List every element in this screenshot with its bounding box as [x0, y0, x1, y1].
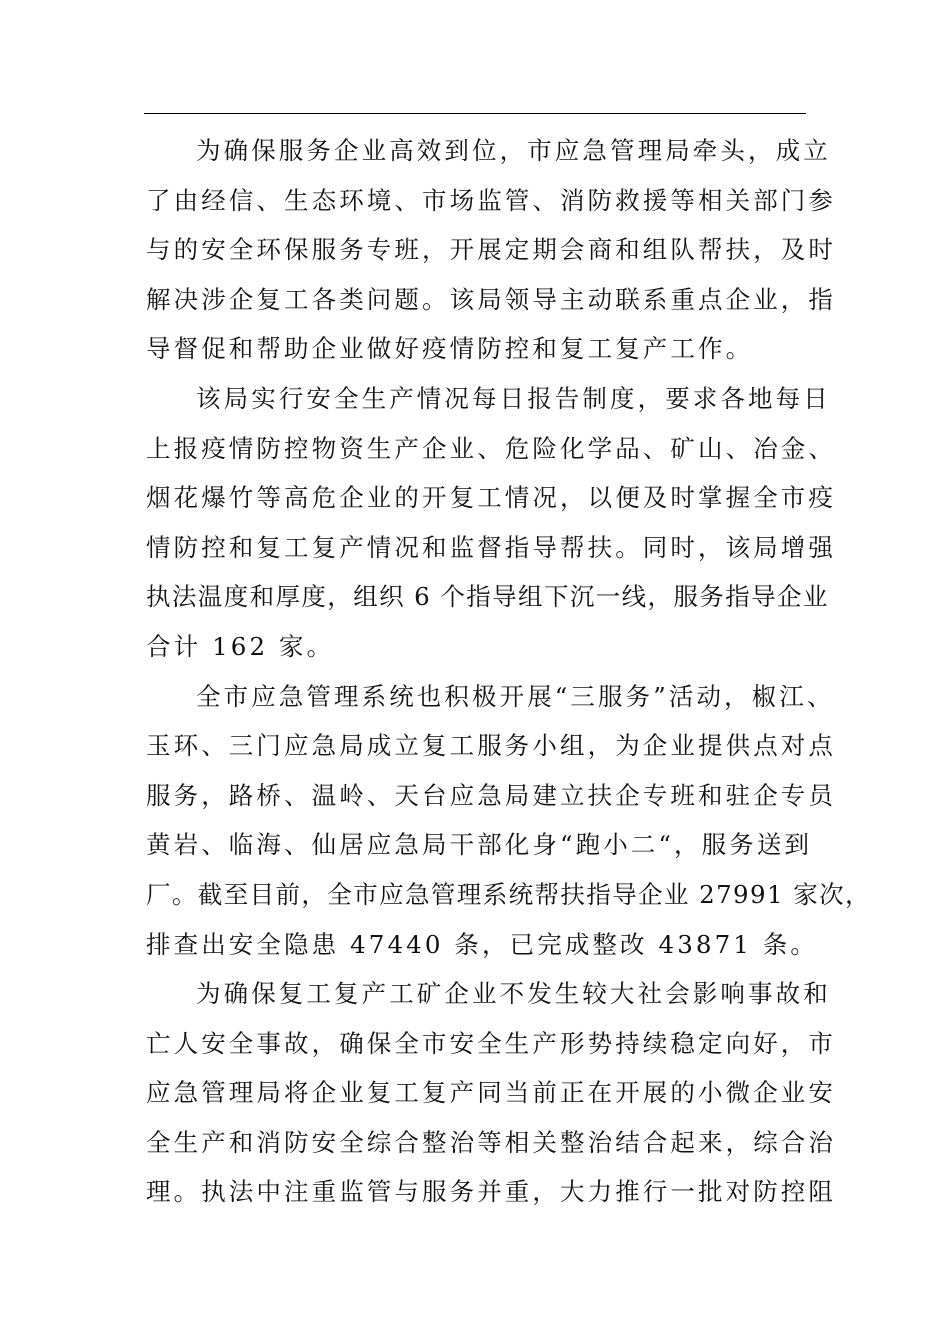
- text-line-4: 解决涉企复工各类问题。该局领导主动联系重点企业，指: [146, 284, 836, 314]
- header-rule: [144, 113, 806, 114]
- text-line-10: 执法温度和厚度，组织 6 个指导组下沉一线，服务指导企业: [146, 582, 829, 612]
- text-line-17: 排查出安全隐患 47440 条，已完成整改 43871 条。: [146, 929, 819, 959]
- text-line-21: 全生产和消防安全综合整治等相关整治结合起来，综合治: [146, 1127, 836, 1157]
- text-line-7: 上报疫情防控物资生产企业、危险化学品、矿山、冶金、: [146, 433, 836, 463]
- text-line-1: 为确保服务企业高效到位，市应急管理局牵头，成立: [196, 136, 831, 165]
- text-line-2: 了由经信、生态环境、市场监管、消防救援等相关部门参: [146, 185, 836, 215]
- document-body: [146, 126, 871, 1217]
- text-line-5: 导督促和帮助企业做好疫情防控和复工复产工作。: [146, 334, 754, 364]
- text-line-13: 玉环、三门应急局成立复工服务小组，为企业提供点对点: [146, 731, 836, 761]
- text-line-11: 合计 162 家。: [146, 631, 335, 661]
- text-line-12: 全市应急管理系统也积极开展“三服务”活动，椒江、: [196, 681, 835, 711]
- text-line-18: 为确保复工复产工矿企业不发生较大社会影响事故和: [196, 979, 831, 1009]
- text-line-6: 该局实行安全生产情况每日报告制度，要求各地每日: [196, 383, 831, 413]
- text-line-20: 应急管理局将企业复工复产同当前正在开展的小微企业安: [146, 1078, 836, 1108]
- text-line-14: 服务，路桥、温岭、天台应急局建立扶企专班和驻企专员: [146, 780, 836, 810]
- text-line-19: 亡人安全事故，确保全市安全生产形势持续稳定向好，市: [146, 1028, 836, 1058]
- text-line-16: 厂。截至目前，全市应急管理系统帮扶指导企业 27991 家次，: [146, 879, 871, 909]
- text-line-3: 与的安全环保服务专班，开展定期会商和组队帮扶，及时: [146, 235, 836, 265]
- text-line-9: 情防控和复工复产情况和监督指导帮扶。同时，该局增强: [146, 532, 836, 562]
- text-line-22: 理。执法中注重监管与服务并重，大力推行一批对防控阻: [146, 1177, 836, 1207]
- text-line-8: 烟花爆竹等高危企业的开复工情况，以便及时掌握全市疫: [146, 483, 836, 513]
- text-line-15: 黄岩、临海、仙居应急局干部化身“跑小二“，服务送到: [146, 830, 813, 860]
